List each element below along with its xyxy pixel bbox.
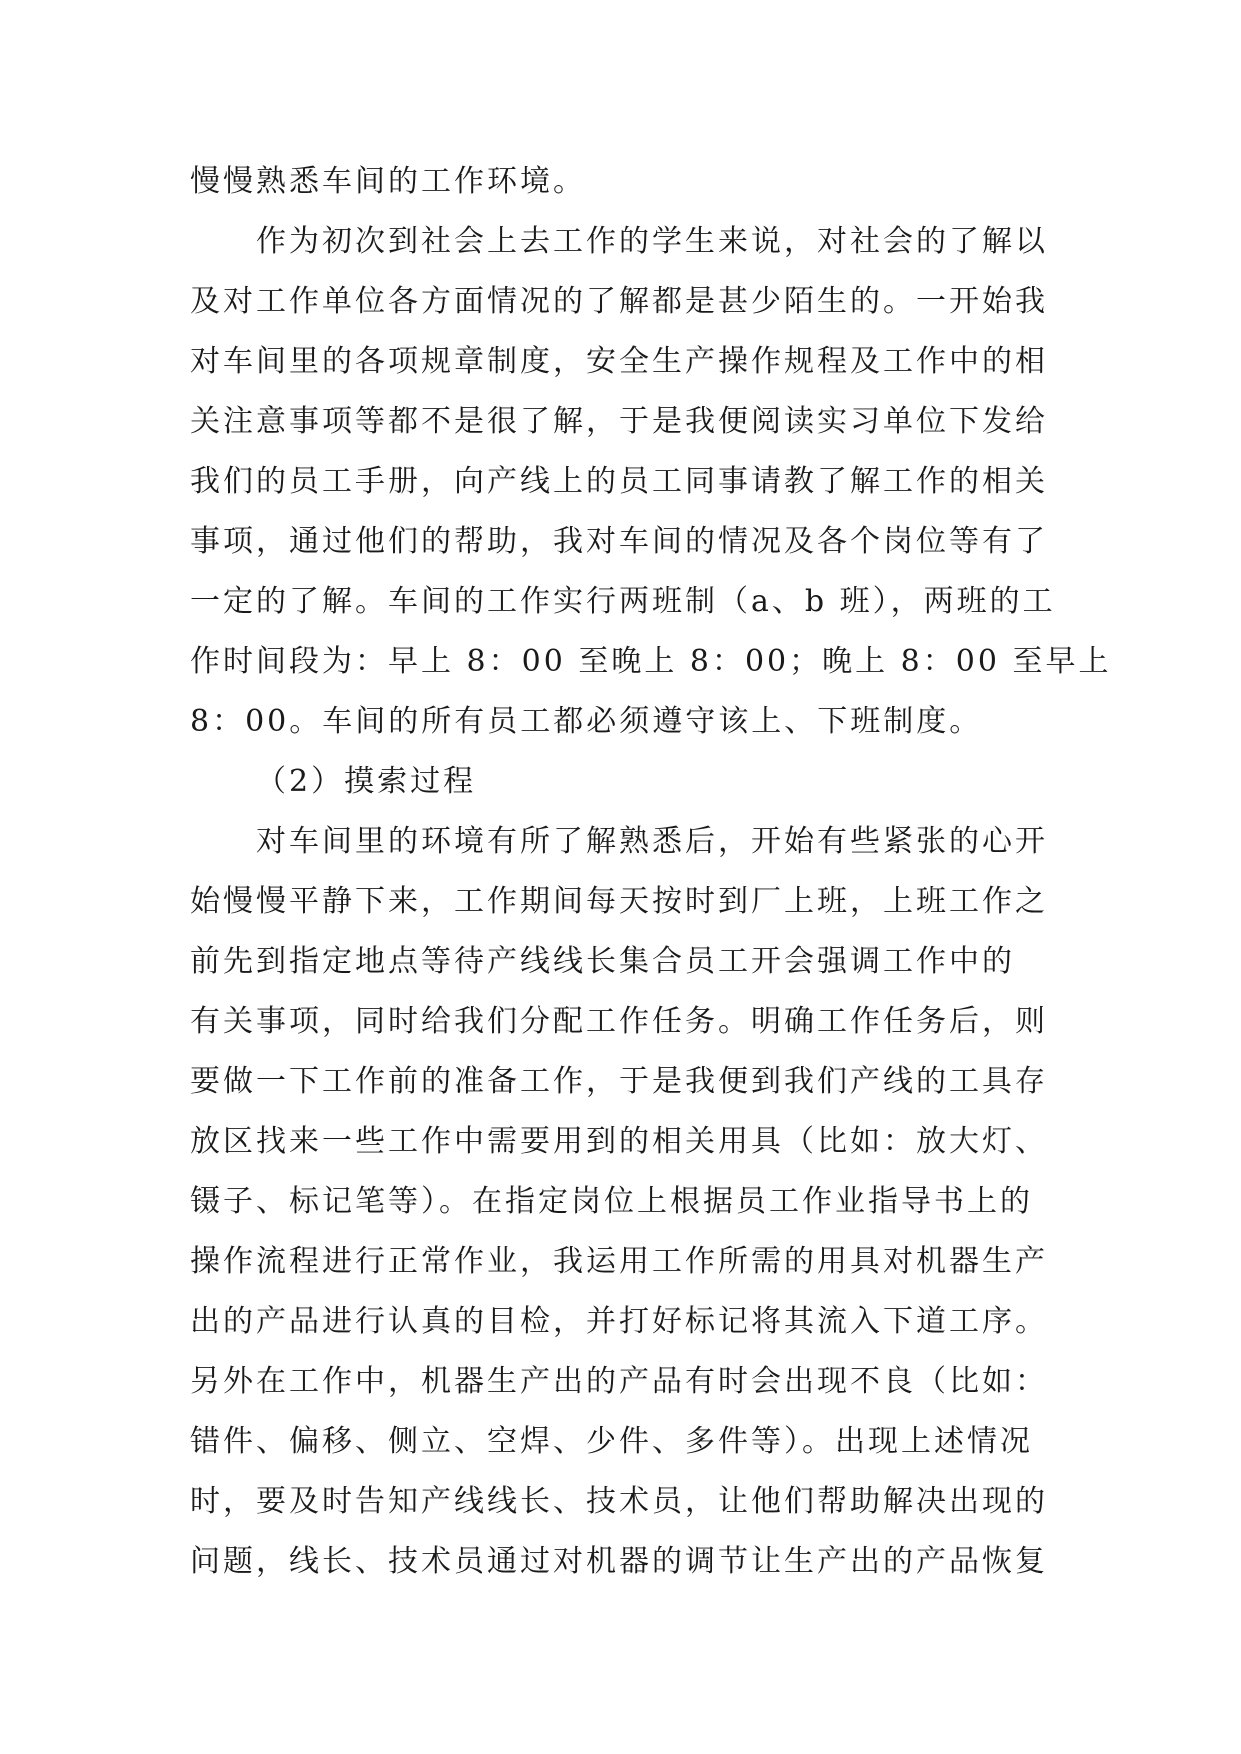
text-line: 作时间段为：早上 8：00 至晚上 8：00；晚上 8：00 至早上 (190, 644, 1112, 679)
text-line: 另外在工作中，机器生产出的产品有时会出现不良（比如： (190, 1364, 1048, 1399)
text-line: 始慢慢平静下来，工作期间每天按时到厂上班，上班工作之 (190, 884, 1048, 919)
text-line: 问题，线长、技术员通过对机器的调节让生产出的产品恢复 (190, 1544, 1048, 1579)
text-line: 放区找来一些工作中需要用到的相关用具（比如：放大灯、 (190, 1124, 1048, 1159)
text-line: 关注意事项等都不是很了解，于是我便阅读实习单位下发给 (190, 404, 1048, 439)
text-line: 一定的了解。车间的工作实行两班制（a、b 班），两班的工 (190, 584, 1056, 619)
section-heading: （2）摸索过程 (256, 764, 477, 799)
text-line: 及对工作单位各方面情况的了解都是甚少陌生的。一开始我 (190, 284, 1048, 319)
text-line: 时，要及时告知产线线长、技术员，让他们帮助解决出现的 (190, 1484, 1048, 1519)
text-line: 我们的员工手册，向产线上的员工同事请教了解工作的相关 (190, 464, 1048, 499)
text-line: 对车间里的各项规章制度，安全生产操作规程及工作中的相 (190, 344, 1048, 379)
text-line: 镊子、标记笔等）。在指定岗位上根据员工作业指导书上的 (190, 1184, 1033, 1219)
text-line: 前先到指定地点等待产线线长集合员工开会强调工作中的 (190, 944, 1015, 979)
paragraph-start-line: 作为初次到社会上去工作的学生来说，对社会的了解以 (256, 224, 1048, 259)
paragraph-start-line: 对车间里的环境有所了解熟悉后，开始有些紧张的心开 (256, 824, 1048, 859)
text-line: 要做一下工作前的准备工作，于是我便到我们产线的工具存 (190, 1064, 1048, 1099)
text-line: 慢慢熟悉车间的工作环境。 (190, 164, 586, 199)
text-line: 8：00。车间的所有员工都必须遵守该上、下班制度。 (190, 704, 983, 739)
text-line: 错件、偏移、侧立、空焊、少件、多件等）。出现上述情况 (190, 1424, 1033, 1459)
text-line: 出的产品进行认真的目检，并打好标记将其流入下道工序。 (190, 1304, 1048, 1339)
text-line: 操作流程进行正常作业，我运用工作所需的用具对机器生产 (190, 1244, 1048, 1279)
text-line: 有关事项，同时给我们分配工作任务。明确工作任务后，则 (190, 1004, 1048, 1039)
text-line: 事项，通过他们的帮助，我对车间的情况及各个岗位等有了 (190, 524, 1048, 559)
body-text (190, 152, 1112, 1592)
